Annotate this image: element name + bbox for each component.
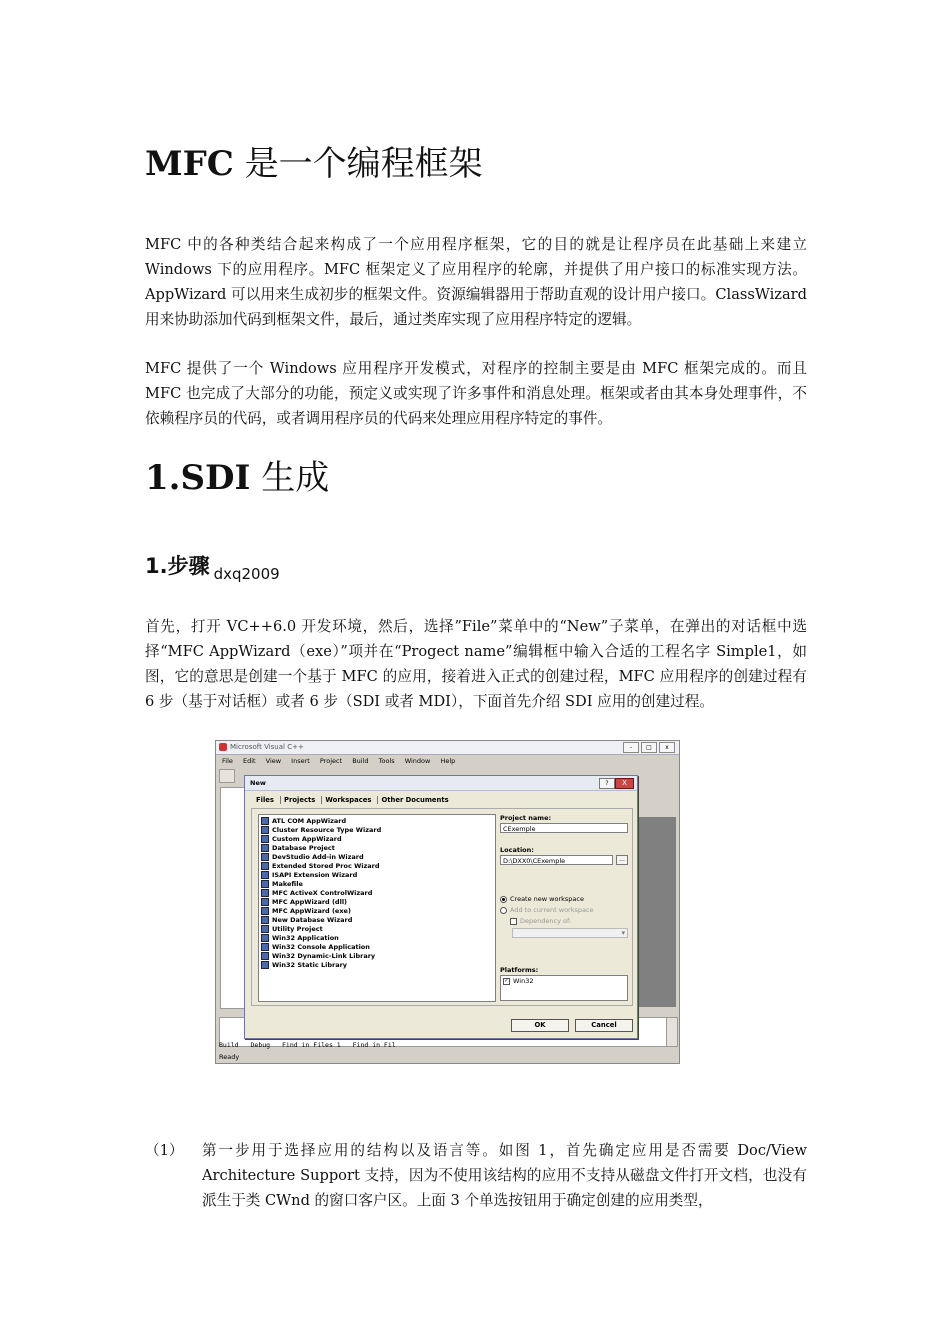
list-item[interactable]: Extended Stored Proc Wizard — [261, 862, 380, 870]
dialog-close-icon[interactable]: X — [615, 778, 634, 789]
list-item[interactable]: Makefile — [261, 880, 303, 888]
list-item[interactable]: MFC AppWizard (exe) — [261, 907, 351, 915]
workspace-pane — [220, 787, 246, 1009]
list-item[interactable]: Utility Project — [261, 925, 323, 933]
platform-item: Win32 — [513, 977, 534, 985]
output-scrollbar[interactable] — [666, 1017, 678, 1047]
list-text: 第一步用于选择应用的结构以及语言等。如图 1，首先确定应用是否需要 Doc/View Architecture Support 支持，因为不使用该结构的应用不支持从磁盘文件打开文档，也没有派生于类 CWnd 的窗口客户区。上面 3 个单选按钮用于确定创建的应用类型， — [202, 1142, 807, 1209]
menu-build[interactable]: Build — [352, 757, 369, 765]
project-type-icon — [261, 925, 269, 933]
cancel-button[interactable]: Cancel — [575, 1019, 633, 1032]
tab-other-documents[interactable]: Other Documents — [377, 796, 451, 804]
project-type-icon — [261, 898, 269, 906]
project-type-icon — [261, 952, 269, 960]
vc-title-bar — [216, 741, 679, 755]
radio-unselected-icon — [500, 907, 507, 914]
help-icon[interactable]: ? — [599, 778, 615, 789]
vc-app-icon — [219, 743, 227, 751]
list-item[interactable]: Cluster Resource Type Wizard — [261, 826, 381, 834]
list-item[interactable]: MFC ActiveX ControlWizard — [261, 889, 372, 897]
list-item[interactable]: Win32 Application — [261, 934, 339, 942]
project-type-icon — [261, 880, 269, 888]
list-item[interactable]: Win32 Static Library — [261, 961, 347, 969]
project-name-input[interactable]: CExemple — [500, 823, 628, 833]
menu-insert[interactable]: Insert — [291, 757, 310, 765]
tab-build[interactable]: Build — [219, 1041, 239, 1049]
menu-edit[interactable]: Edit — [242, 757, 256, 765]
new-dialog — [244, 775, 638, 1039]
list-item[interactable]: Database Project — [261, 844, 335, 852]
toolbar-new-icon[interactable] — [219, 769, 235, 783]
list-item[interactable]: ATL COM AppWizard — [261, 817, 346, 825]
menu-help[interactable]: Help — [440, 757, 456, 765]
dependency-select[interactable] — [512, 928, 628, 938]
project-type-icon — [261, 871, 269, 879]
project-type-icon — [261, 907, 269, 915]
menu-file[interactable]: File — [222, 757, 233, 765]
project-type-icon — [261, 943, 269, 951]
project-type-icon — [261, 826, 269, 834]
menu-tools[interactable]: Tools — [378, 757, 395, 765]
location-label: Location: — [500, 846, 534, 854]
checkbox-checked-icon: ✓ — [504, 977, 509, 984]
checkbox-icon — [510, 918, 517, 925]
maximize-icon[interactable]: □ — [641, 742, 657, 753]
steps-paragraph: 首先，打开 VC++6.0 开发环境，然后，选择”File”菜单中的“New”子菜单，在弹出的对话框中选择“MFC AppWizard（exe）”项并在“Progect name”编辑框中输入合适的工程名字 Simple1，如图，它的意思是创建一个基于 MFC 的应用，接着进入正式的创建过程，MFC 应用程序的创建过程有 6 步（基于对话框）或者 6 步（SDI 或者 MDI），下面首先介绍 SDI 应用的创建过程。 — [145, 618, 807, 710]
ok-button[interactable]: OK — [511, 1019, 569, 1032]
project-type-icon — [261, 916, 269, 924]
tab-find-in-files-1[interactable]: Find in Files 1 — [282, 1041, 341, 1049]
project-type-icon — [261, 853, 269, 861]
intro-paragraph: MFC 中的各种类结合起来构成了一个应用程序框架，它的目的就是让程序员在此基础上来建立 Windows 下的应用程序。MFC 框架定义了应用程序的轮廓，并提供了用户接口的标准实现方法。AppWizard 可以用来生成初步的框架文件。资源编辑器用于帮助直观的设计用户接口。ClassWizard 用来协助添加代码到框架文件，最后，通过类库实现了应用程序特定的逻辑。 — [145, 236, 807, 328]
projects-panel — [251, 808, 633, 1006]
project-type-list[interactable] — [258, 814, 496, 1002]
close-icon[interactable]: x — [659, 742, 675, 753]
list-item[interactable]: Custom AppWizard — [261, 835, 342, 843]
menu-window[interactable]: Window — [404, 757, 431, 765]
list-item[interactable]: MFC AppWizard (dll) — [261, 898, 347, 906]
list-number: （1） — [145, 1142, 184, 1159]
list-item[interactable]: ISAPI Extension Wizard — [261, 871, 357, 879]
framework-paragraph: MFC 提供了一个 Windows 应用程序开发模式，对程序的控制主要是由 MFC 框架完成的。而且 MFC 也完成了大部分的功能，预定义或实现了许多事件和消息处理。框架或者由其本身处理事件，不依赖程序员的代码，或者调用程序员的代码来处理应用程序特定的事件。 — [145, 360, 807, 427]
browse-button[interactable]: ... — [616, 855, 628, 865]
list-item[interactable]: Win32 Console Application — [261, 943, 370, 951]
output-tabs — [219, 1041, 404, 1051]
project-type-icon — [261, 844, 269, 852]
location-input[interactable]: D:\DXX0\CExemple — [500, 855, 613, 865]
new-dialog-title: New — [250, 779, 266, 787]
list-item[interactable]: New Database Wizard — [261, 916, 352, 924]
main-heading: MFC 是一个编程框架 — [145, 144, 483, 184]
editor-area — [636, 817, 676, 1007]
radio-create-workspace[interactable]: Create new workspace — [500, 895, 584, 903]
vc-menu-bar — [216, 755, 679, 767]
radio-selected-icon — [500, 896, 507, 903]
new-dialog-title-bar — [245, 776, 637, 791]
status-bar: Ready — [219, 1053, 240, 1061]
project-type-icon — [261, 862, 269, 870]
tab-debug[interactable]: Debug — [250, 1041, 271, 1049]
project-type-icon — [261, 889, 269, 897]
list-item[interactable]: Win32 Dynamic-Link Library — [261, 952, 375, 960]
project-name-label: Project name: — [500, 814, 552, 822]
tab-projects[interactable]: Projects — [280, 796, 318, 804]
project-type-icon — [261, 934, 269, 942]
platforms-label: Platforms: — [500, 966, 539, 974]
minimize-icon[interactable]: - — [623, 742, 639, 753]
list-item[interactable]: DevStudio Add-in Wizard — [261, 853, 364, 861]
platforms-list[interactable] — [500, 975, 628, 1001]
menu-project[interactable]: Project — [319, 757, 343, 765]
tab-files[interactable]: Files — [256, 796, 274, 804]
project-type-icon — [261, 817, 269, 825]
radio-add-workspace[interactable]: Add to current workspace — [500, 906, 594, 914]
project-type-icon — [261, 835, 269, 843]
tab-find-in-files-2[interactable]: Find in Fil — [352, 1041, 396, 1049]
new-dialog-tabs — [253, 796, 453, 804]
vc-window-title: Microsoft Visual C++ — [230, 743, 304, 751]
dependency-checkbox[interactable]: Dependency of: — [510, 917, 571, 925]
vc-new-project-screenshot — [215, 740, 680, 1064]
section-heading-sdi: 1.SDI 生成 — [145, 458, 330, 498]
subsection-heading-steps: 1.步骤 $_{dxq2009}$ — [145, 554, 280, 583]
tab-workspaces[interactable]: Workspaces — [321, 796, 374, 804]
menu-view[interactable]: View — [265, 757, 282, 765]
project-type-icon — [261, 961, 269, 969]
